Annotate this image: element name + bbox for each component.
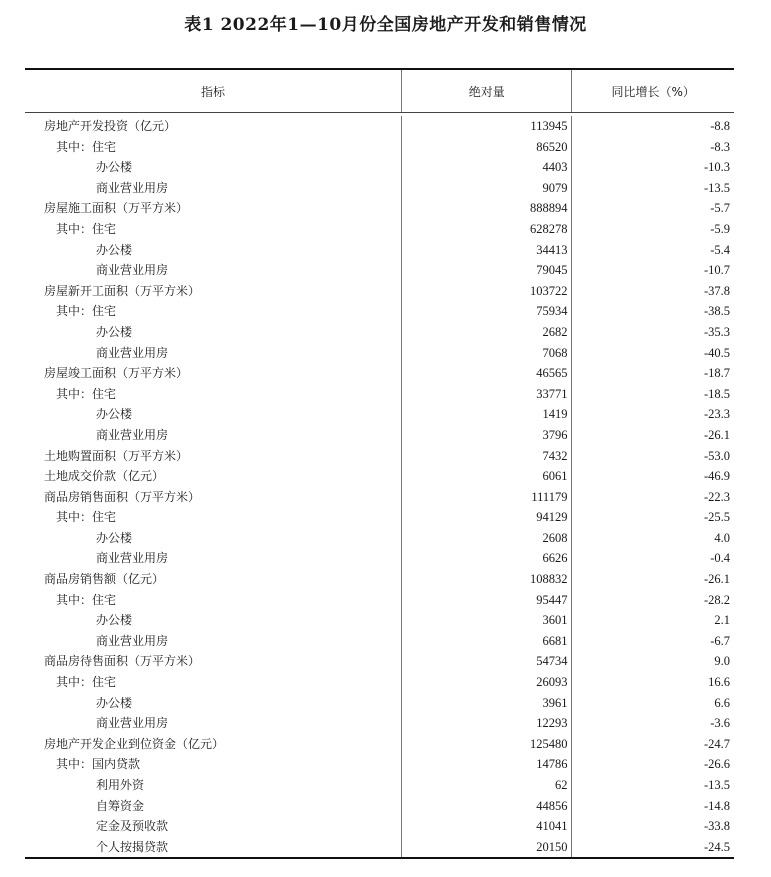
row-yoy-growth: -46.9 [703,469,730,484]
row-yoy-growth: -10.3 [703,160,730,175]
row-label: 商业营业用房 [96,633,169,648]
row-yoy-growth: -40.5 [703,345,730,360]
indicator-column [25,116,401,857]
row-yoy-growth: -3.6 [710,716,730,731]
row-absolute-value: 6061 [542,469,568,484]
row-label: 办公楼 [96,242,133,257]
row-label: 定金及预收款 [96,819,169,834]
row-label: 办公楼 [96,324,133,339]
row-yoy-growth: -33.8 [703,819,730,834]
row-label: 房屋竣工面积（万平方米） [44,366,189,381]
row-absolute-value: 62 [554,778,568,792]
row-absolute-value: 125480 [529,736,568,751]
row-absolute-value: 95447 [536,592,568,607]
row-yoy-growth: -14.8 [703,798,730,813]
row-absolute-value: 14786 [536,757,568,772]
row-label: 其中：国内贷款 [56,757,141,772]
row-absolute-value: 3796 [542,427,568,442]
row-absolute-value: 3601 [542,613,568,628]
row-yoy-growth: -26.1 [703,427,730,442]
row-absolute-value: 34413 [536,242,568,257]
row-yoy-growth: -5.9 [710,221,730,236]
row-yoy-growth: -25.5 [703,510,730,525]
row-yoy-growth: -24.5 [703,839,730,854]
row-absolute-value: 33771 [536,386,568,401]
row-label: 其中：住宅 [56,304,117,319]
row-label: 商业营业用房 [96,716,169,731]
row-label: 商品房待售面积（万平方米） [44,654,201,669]
row-yoy-growth: -37.8 [703,283,730,298]
row-label: 其中：住宅 [56,510,117,525]
row-label: 利用外资 [96,778,145,792]
row-label: 其中：住宅 [56,139,117,154]
row-absolute-value: 86520 [536,139,568,154]
row-yoy-growth: -8.8 [710,119,730,133]
row-yoy-growth: -22.3 [703,489,730,504]
row-absolute-value: 7068 [542,345,568,360]
row-yoy-growth: 6.6 [714,695,730,710]
row-absolute-value: 94129 [536,510,568,525]
row-absolute-value: 111179 [531,489,568,504]
row-yoy-growth: -13.5 [703,778,730,792]
row-absolute-value: 888894 [529,201,568,216]
row-absolute-value: 628278 [529,221,568,236]
row-label: 其中：住宅 [56,675,117,690]
row-absolute-value: 54734 [536,654,568,669]
row-absolute-value: 6626 [542,551,568,566]
row-absolute-value: 7432 [542,448,568,463]
row-yoy-growth: -6.7 [710,633,730,648]
data-table [25,68,734,859]
table-header [25,70,734,113]
row-yoy-growth: -18.5 [703,386,730,401]
row-label: 其中：住宅 [56,592,117,607]
row-label: 其中：住宅 [56,221,117,236]
row-yoy-growth: -8.3 [710,139,730,154]
row-label: 办公楼 [96,407,133,422]
row-label: 商业营业用房 [96,263,169,278]
row-absolute-value: 44856 [536,798,568,813]
row-absolute-value: 26093 [536,675,568,690]
header-yoy: 同比增长（%） [571,70,734,112]
row-absolute-value: 9079 [542,180,568,195]
row-label: 办公楼 [96,530,133,545]
absolute-column [401,116,572,857]
row-absolute-value: 4403 [542,160,568,175]
row-label: 土地购置面积（万平方米） [44,448,189,463]
row-yoy-growth: -35.3 [703,324,730,339]
row-yoy-growth: -10.7 [703,263,730,278]
row-yoy-growth: 4.0 [714,530,730,545]
row-label: 商品房销售额（亿元） [44,572,165,587]
header-absolute: 绝对量 [401,70,572,112]
row-label: 商品房销售面积（万平方米） [44,489,201,504]
row-yoy-growth: -28.2 [703,592,730,607]
row-yoy-growth: -0.4 [710,551,730,566]
row-absolute-value: 2608 [542,530,568,545]
row-absolute-value: 12293 [536,716,568,731]
row-yoy-growth: -38.5 [703,304,730,319]
row-label: 商业营业用房 [96,551,169,566]
row-yoy-growth: -5.4 [710,242,730,257]
row-label: 其中：住宅 [56,386,117,401]
row-absolute-value: 2682 [542,324,568,339]
row-absolute-value: 75934 [536,304,568,319]
table-title: 表1 2022年1—10月份全国房地产开发和销售情况 [184,15,587,35]
row-yoy-growth: -26.1 [703,572,730,587]
row-absolute-value: 3961 [542,695,568,710]
yoy-column [571,116,734,857]
row-label: 办公楼 [96,613,133,628]
row-label: 办公楼 [96,695,133,710]
row-label: 房屋施工面积（万平方米） [44,201,189,216]
table-body [25,113,734,857]
row-yoy-growth: -24.7 [703,736,730,751]
row-yoy-growth: -26.6 [703,757,730,772]
row-absolute-value: 6681 [542,633,568,648]
row-yoy-growth: -53.0 [703,448,730,463]
row-label: 土地成交价款（亿元） [44,469,165,484]
row-absolute-value: 46565 [536,366,568,381]
row-absolute-value: 79045 [536,263,568,278]
row-label: 房屋新开工面积（万平方米） [44,283,201,298]
row-label: 商业营业用房 [96,427,169,442]
row-yoy-growth: 2.1 [714,613,730,628]
row-absolute-value: 113945 [530,119,568,133]
row-absolute-value: 1419 [542,407,568,422]
row-absolute-value: 103722 [529,283,568,298]
row-label: 自筹资金 [96,798,145,813]
row-yoy-growth: -23.3 [703,407,730,422]
header-indicator: 指标 [200,84,225,99]
row-label: 房地产开发企业到位资金（亿元） [44,736,225,751]
row-yoy-growth: -13.5 [703,180,730,195]
row-label: 个人按揭贷款 [96,839,169,854]
row-label: 办公楼 [96,160,133,175]
row-label: 商业营业用房 [96,180,169,195]
row-yoy-growth: -5.7 [710,201,730,216]
row-yoy-growth: 9.0 [714,654,730,669]
row-label: 房地产开发投资（亿元） [44,119,177,133]
row-yoy-growth: -18.7 [703,366,730,381]
row-yoy-growth: 16.6 [708,675,730,690]
row-label: 商业营业用房 [96,345,169,360]
row-absolute-value: 41041 [536,819,568,834]
row-absolute-value: 20150 [536,839,568,854]
row-absolute-value: 108832 [529,572,568,587]
